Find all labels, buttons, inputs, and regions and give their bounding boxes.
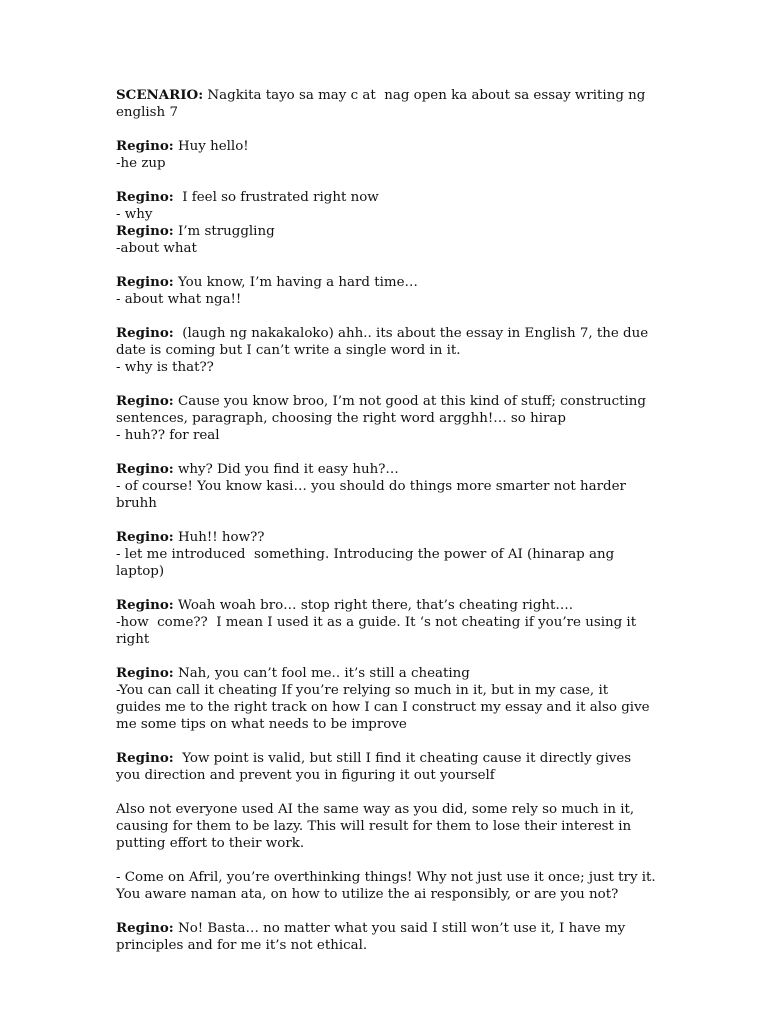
speaker-label: Regino: [116, 597, 174, 613]
line-text: Huy hello! [173, 139, 249, 154]
speaker-line [116, 750, 656, 784]
line-text: Nah, you can’t fool me.. it’s still a cheating [173, 666, 470, 681]
document-page [116, 87, 660, 971]
line-text: You know, I’m having a hard time… [173, 275, 418, 290]
line-text: I’m struggling [173, 224, 275, 239]
speaker-line [116, 189, 656, 206]
reply-line [116, 155, 656, 172]
speaker-line [116, 920, 656, 954]
line-text: Also not everyone used AI the same way as you did, some rely so much in it, causing for them to be lazy. This will result for them to lose their interest in putting effort to their work. [116, 802, 639, 851]
dialogue-paragraph [116, 801, 656, 852]
reply-line [116, 546, 656, 580]
speaker-label: Regino: [116, 529, 174, 545]
line-text: - of course! You know kasi… you should do things more smarter not harder bruhh [116, 479, 631, 511]
speaker-label: Regino: [116, 393, 174, 409]
dialogue-paragraph [116, 750, 656, 784]
speaker-label: Regino: [116, 138, 174, 154]
dialogue-paragraph [116, 189, 656, 257]
line-text: Woah woah bro… stop right there, that’s cheating right…. [173, 598, 574, 613]
dialogue-paragraph [116, 920, 656, 954]
speaker-line [116, 87, 656, 121]
line-text: Yow point is valid, but still I find it cheating cause it directly gives you direction and prevent you in figuring it out yourself [116, 751, 636, 783]
speaker-line [116, 223, 656, 240]
speaker-label: Regino: [116, 665, 174, 681]
dialogue-paragraph [116, 665, 656, 733]
line-text: -how come?? I mean I used it as a guide. It ‘s not cheating if you’re using it right [116, 615, 641, 647]
line-text: - Come on Afril, you’re overthinking things! Why not just use it once; just try it. You aware naman ata, on how to utilize the ai responsibly, or are you not? [116, 870, 660, 902]
reply-line [116, 206, 656, 223]
speaker-line [116, 529, 656, 546]
speaker-label: Regino: [116, 223, 174, 239]
line-text: Cause you know broo, I’m not good at this kind of stuff; constructing sentences, paragraph, choosing the right word argghh!… so hirap [116, 394, 651, 426]
dialogue-paragraph [116, 461, 656, 512]
line-text: - about what nga!! [116, 292, 242, 307]
reply-line [116, 359, 656, 376]
speaker-label: Regino: [116, 325, 174, 341]
line-text: - huh?? for real [116, 428, 220, 443]
speaker-line [116, 274, 656, 291]
line-text: -You can call it cheating If you’re relying so much in it, but in my case, it guides me to the right track on how I can I construct my essay and it also give me some tips on what needs to be improve [116, 683, 654, 732]
reply-line [116, 478, 656, 512]
reply-line [116, 682, 656, 733]
reply-line [116, 427, 656, 444]
dialogue-paragraph [116, 274, 656, 308]
speaker-line [116, 393, 656, 427]
dialogue-paragraph [116, 325, 656, 376]
line-text: why? Did you find it easy huh?… [173, 462, 399, 477]
speaker-line [116, 138, 656, 155]
speaker-line [116, 597, 656, 614]
speaker-label: SCENARIO: [116, 87, 204, 103]
line-text: I feel so frustrated right now [173, 190, 379, 205]
speaker-line [116, 325, 656, 359]
speaker-line [116, 665, 656, 682]
line-text: -about what [116, 241, 197, 256]
speaker-label: Regino: [116, 189, 174, 205]
line-text: Nagkita tayo sa may c at nag open ka about sa essay writing ng english 7 [116, 88, 650, 120]
line-text: No! Basta… no matter what you said I still won’t use it, I have my principles and for me it’s not ethical. [116, 921, 630, 953]
line-text: - why is that?? [116, 360, 214, 375]
dialogue-paragraph [116, 869, 660, 903]
speaker-label: Regino: [116, 274, 174, 290]
line-text: -he zup [116, 156, 166, 171]
reply-line [116, 240, 656, 257]
reply-line [116, 291, 656, 308]
speaker-label: Regino: [116, 920, 174, 936]
dialogue-paragraph [116, 597, 656, 648]
speaker-label: Regino: [116, 461, 174, 477]
dialogue-paragraph [116, 87, 656, 121]
dialogue-paragraph [116, 393, 656, 444]
reply-line [116, 614, 656, 648]
speaker-label: Regino: [116, 750, 174, 766]
speaker-line [116, 461, 656, 478]
dialogue-paragraph [116, 138, 656, 172]
reply-line [116, 869, 660, 903]
line-text: (laugh ng nakakaloko) ahh.. its about the essay in English 7, the due date is coming but I can’t write a single word in it. [116, 326, 653, 358]
reply-line [116, 801, 656, 852]
line-text: Huh!! how?? [173, 530, 265, 545]
dialogue-paragraph [116, 529, 656, 580]
line-text: - why [116, 207, 153, 222]
line-text: - let me introduced something. Introducing the power of AI (hinarap ang laptop) [116, 547, 619, 579]
